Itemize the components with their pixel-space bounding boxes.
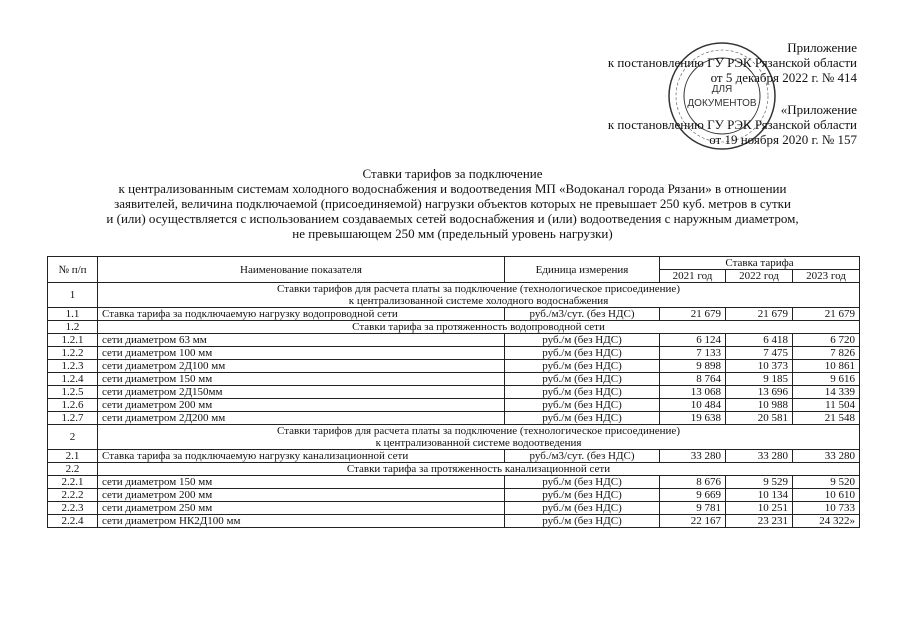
header-2022: 2022 год: [726, 270, 793, 283]
title-line5: не превышающем 250 мм (предельный уровень нагрузки): [292, 226, 613, 241]
section-title-line1: Ставки тарифов для расчета платы за подключение (технологическое присоединение): [277, 425, 680, 437]
row-name: Ставка тарифа за подключаемую нагрузку водопроводной сети: [98, 308, 505, 321]
header-2023: 2023 год: [793, 270, 860, 283]
row-unit: руб./м (без НДС): [505, 515, 660, 528]
section-num: 2: [48, 425, 98, 450]
row-value-2023: 21 679: [793, 308, 860, 321]
row-num: 1.2.1: [48, 334, 98, 347]
title-line1: Ставки тарифов за подключение: [362, 166, 543, 181]
row-value-2021: 19 638: [660, 412, 726, 425]
row-name: сети диаметром 2Д200 мм: [98, 412, 505, 425]
row-value-2022: 10 134: [726, 489, 793, 502]
row-name: сети диаметром 63 мм: [98, 334, 505, 347]
row-unit: руб./м (без НДС): [505, 399, 660, 412]
section-row: [48, 283, 860, 308]
row-unit: руб./м (без НДС): [505, 334, 660, 347]
row-num: 1.2.5: [48, 386, 98, 399]
row-num: 2.1: [48, 450, 98, 463]
row-value-2021: 7 133: [660, 347, 726, 360]
svg-text:ДЛЯ: ДЛЯ: [711, 84, 733, 95]
row-unit: руб./м (без НДС): [505, 412, 660, 425]
row-value-2022: 21 679: [726, 308, 793, 321]
header-previous-line1: «Приложение: [780, 102, 857, 117]
row-value-2022: 10 251: [726, 502, 793, 515]
subsection-row: [48, 463, 860, 476]
subsection-num: 2.2: [48, 463, 98, 476]
row-value-2022: 6 418: [726, 334, 793, 347]
section-title-line2: к централизованной системе холодного водоснабжения: [348, 295, 609, 307]
row-value-2022: 20 581: [726, 412, 793, 425]
row-value-2022: 9 529: [726, 476, 793, 489]
row-value-2022: 10 988: [726, 399, 793, 412]
section-title-line1: Ставки тарифов для расчета платы за подключение (технологическое присоединение): [277, 283, 680, 295]
row-value-2023: 10 610: [793, 489, 860, 502]
row-value-2021: 21 679: [660, 308, 726, 321]
row-value-2023: 11 504: [793, 399, 860, 412]
row-num: 1.1: [48, 308, 98, 321]
row-value-2021: 10 484: [660, 399, 726, 412]
row-num: 1.2.6: [48, 399, 98, 412]
row-value-2022: 7 475: [726, 347, 793, 360]
section-title-line2: к централизованной системе водоотведения: [375, 437, 582, 449]
row-value-2021: 9 898: [660, 360, 726, 373]
row-name: сети диаметром 2Д100 мм: [98, 360, 505, 373]
row-unit: руб./м (без НДС): [505, 360, 660, 373]
header-num: № п/п: [48, 257, 98, 283]
table-row: [48, 489, 860, 502]
row-value-2021: 13 068: [660, 386, 726, 399]
row-unit: руб./м3/сут. (без НДС): [505, 308, 660, 321]
row-num: 2.2.1: [48, 476, 98, 489]
title-line4: и (или) осуществляется с использованием создаваемых сетей водоснабжения и (или) водоотведения с наружным диаметром,: [106, 211, 799, 226]
subsection-num: 1.2: [48, 321, 98, 334]
row-value-2023: 6 720: [793, 334, 860, 347]
row-value-2022: 33 280: [726, 450, 793, 463]
row-value-2023: 9 616: [793, 373, 860, 386]
section-title: [98, 425, 860, 450]
row-value-2021: 8 764: [660, 373, 726, 386]
row-value-2023: 10 733: [793, 502, 860, 515]
row-value-2023: 21 548: [793, 412, 860, 425]
row-num: 2.2.2: [48, 489, 98, 502]
row-value-2023: 33 280: [793, 450, 860, 463]
table-row: [48, 334, 860, 347]
row-num: 1.2.3: [48, 360, 98, 373]
row-unit: руб./м (без НДС): [505, 373, 660, 386]
subsection-row: [48, 321, 860, 334]
table-row: [48, 360, 860, 373]
subsection-title: Ставки тарифа за протяженность канализационной сети: [98, 463, 860, 476]
header-current-line1: Приложение: [787, 40, 857, 55]
table-row: [48, 373, 860, 386]
row-num: 1.2.7: [48, 412, 98, 425]
table-row: [48, 399, 860, 412]
row-value-2021: 9 669: [660, 489, 726, 502]
header-unit: Единица измерения: [505, 257, 660, 283]
row-value-2021: 6 124: [660, 334, 726, 347]
row-num: 2.2.4: [48, 515, 98, 528]
row-unit: руб./м (без НДС): [505, 386, 660, 399]
row-value-2022: 9 185: [726, 373, 793, 386]
section-num: 1: [48, 283, 98, 308]
row-value-2021: 9 781: [660, 502, 726, 515]
row-name: сети диаметром 200 мм: [98, 489, 505, 502]
row-value-2022: 10 373: [726, 360, 793, 373]
row-value-2023: 7 826: [793, 347, 860, 360]
header-rate: Ставка тарифа: [660, 257, 860, 270]
row-value-2023: 9 520: [793, 476, 860, 489]
row-unit: руб./м (без НДС): [505, 347, 660, 360]
header-name: Наименование показателя: [98, 257, 505, 283]
section-row: [48, 425, 860, 450]
row-value-2023: 24 322»: [793, 515, 860, 528]
row-num: 1.2.2: [48, 347, 98, 360]
row-name: сети диаметром 2Д150мм: [98, 386, 505, 399]
row-num: 2.2.3: [48, 502, 98, 515]
tariff-table: [47, 256, 860, 528]
row-name: сети диаметром НК2Д100 мм: [98, 515, 505, 528]
section-title: [98, 283, 860, 308]
table-row: [48, 308, 860, 321]
row-unit: руб./м (без НДС): [505, 502, 660, 515]
table-header-row: [48, 257, 860, 270]
row-name: сети диаметром 250 мм: [98, 502, 505, 515]
header-current-line3: от 5 декабря 2022 г. № 414: [710, 70, 857, 85]
table-row: [48, 412, 860, 425]
header-previous-line2: к постановлению ГУ РЭК Рязанской области: [607, 117, 857, 132]
header-previous-line3: от 19 ноября 2020 г. № 157: [709, 132, 857, 147]
row-name: сети диаметром 200 мм: [98, 399, 505, 412]
table-row: [48, 476, 860, 489]
row-name: сети диаметром 100 мм: [98, 347, 505, 360]
table-row: [48, 502, 860, 515]
row-name: сети диаметром 150 мм: [98, 373, 505, 386]
row-value-2022: 13 696: [726, 386, 793, 399]
title-line2: к централизованным системам холодного водоснабжения и водоотведения МП «Водоканал города Рязани» в отношении: [118, 181, 787, 196]
table-row: [48, 386, 860, 399]
row-value-2023: 10 861: [793, 360, 860, 373]
row-value-2022: 23 231: [726, 515, 793, 528]
row-value-2021: 22 167: [660, 515, 726, 528]
row-unit: руб./м3/сут. (без НДС): [505, 450, 660, 463]
header-previous-resolution: [608, 102, 857, 147]
svg-text:ДОКУМЕНТОВ: ДОКУМЕНТОВ: [687, 98, 757, 109]
document-title: [0, 166, 905, 241]
row-value-2021: 33 280: [660, 450, 726, 463]
subsection-title: Ставки тарифа за протяженность водопроводной сети: [98, 321, 860, 334]
row-value-2023: 14 339: [793, 386, 860, 399]
row-num: 1.2.4: [48, 373, 98, 386]
row-name: сети диаметром 150 мм: [98, 476, 505, 489]
row-name: Ставка тарифа за подключаемую нагрузку канализационной сети: [98, 450, 505, 463]
row-unit: руб./м (без НДС): [505, 489, 660, 502]
row-value-2021: 8 676: [660, 476, 726, 489]
header-current-resolution: [608, 40, 857, 85]
header-2021: 2021 год: [660, 270, 726, 283]
title-line3: заявителей, величина подключаемой (присоединяемой) нагрузки объектов которых не превышает 250 куб. метров в сутки: [114, 196, 791, 211]
table-row: [48, 347, 860, 360]
header-current-line2: к постановлению ГУ РЭК Рязанской области: [607, 55, 857, 70]
row-unit: руб./м (без НДС): [505, 476, 660, 489]
table-row: [48, 515, 860, 528]
table-row: [48, 450, 860, 463]
